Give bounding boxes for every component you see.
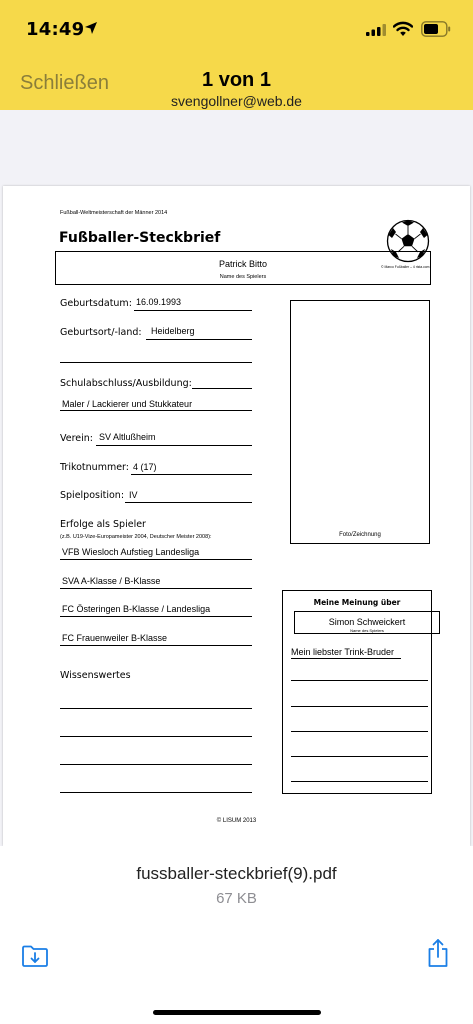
ball-credit: © Marco Fußballer – 4 rista.com: [381, 265, 430, 269]
jersey-label: Trikotnummer:: [60, 462, 129, 473]
knowledge-label: Wissenswertes: [60, 670, 131, 681]
achievement-line-3: [60, 616, 252, 617]
jersey-value: 4 (17): [133, 462, 157, 472]
birthplace-value: Heidelberg: [151, 326, 195, 336]
wifi-icon: [393, 21, 413, 37]
opinion-line-1: [291, 658, 401, 659]
education-value: Maler / Lackierer und Stukkateur: [62, 399, 193, 409]
opinion-line-3: [291, 706, 428, 707]
file-name: fussballer-steckbrief(9).pdf: [136, 864, 337, 883]
achievement-4: FC Frauenweiler B-Klasse: [62, 633, 168, 643]
education-line-2: [60, 410, 252, 411]
achievement-2: SVA A-Klasse / B-Klasse: [62, 576, 161, 586]
location-arrow-icon: [84, 21, 98, 35]
player-name-caption: Name des Spielers: [219, 274, 267, 280]
birthplace-label: Geburtsort/-land:: [60, 327, 142, 338]
header-bar: [0, 0, 473, 110]
jersey-line: [131, 474, 252, 475]
achievement-3: FC Österingen B-Klasse / Landesliga: [62, 604, 211, 614]
sender-email: svengollner@web.de: [171, 93, 302, 109]
top-caption: Fußball-Weltmeisterschaft der Männer 2014: [60, 210, 168, 216]
pdf-page[interactable]: [3, 186, 470, 846]
club-line: [96, 445, 252, 446]
birthplace-line-2: [60, 362, 252, 363]
achievement-line-4: [60, 645, 252, 646]
birthdate-line: [134, 310, 252, 311]
file-info-panel: [0, 846, 473, 1024]
opinion-line-2: [291, 680, 428, 681]
opinion-name-caption: Name des Spielers: [350, 628, 384, 633]
opinion-name: Simon Schweickert: [328, 617, 406, 627]
birthplace-line: [146, 339, 252, 340]
document-title: Fußballer-Steckbrief: [59, 230, 221, 246]
knowledge-line-2: [60, 736, 252, 737]
opinion-name-box: [294, 611, 440, 634]
achievement-1: VFB Wiesloch Aufstieg Landesliga: [62, 547, 200, 557]
birthdate-value: 16.09.1993: [136, 297, 182, 307]
photo-box: [290, 300, 430, 544]
opinion-box: [282, 590, 432, 794]
share-icon[interactable]: [426, 938, 450, 968]
player-name-box: [55, 251, 431, 285]
opinion-line-6: [291, 781, 428, 782]
opinion-line-4: [291, 731, 428, 732]
player-name: Patrick Bitto: [218, 259, 267, 269]
achievements-label: Erfolge als Spieler: [60, 519, 146, 530]
cellular-signal-icon: [366, 24, 386, 36]
copyright: © LISUM 2013: [216, 818, 257, 824]
page-count: 1 von 1: [202, 69, 271, 91]
position-label: Spielposition:: [60, 490, 125, 501]
photo-caption: Foto/Zeichnung: [339, 532, 381, 538]
knowledge-line-4: [60, 792, 252, 793]
file-size: 67 KB: [216, 890, 257, 907]
education-label: Schulabschluss/Ausbildung:: [60, 378, 192, 389]
position-value: IV: [129, 490, 138, 500]
achievement-line-2: [60, 588, 252, 589]
education-line: [192, 388, 252, 389]
club-label: Verein:: [60, 433, 94, 444]
achievement-line-1: [60, 559, 252, 560]
battery-icon: [421, 21, 451, 37]
close-button[interactable]: Schließen: [20, 72, 109, 94]
knowledge-line-1: [60, 708, 252, 709]
opinion-title: Meine Meinung über: [313, 598, 401, 607]
home-indicator: [153, 1010, 321, 1015]
opinion-line-5: [291, 756, 428, 757]
status-time: 14:49: [26, 19, 85, 40]
achievements-hint: (z.B. U19-Vize-Europameister 2004, Deutscher Meister 2008):: [60, 534, 212, 540]
knowledge-line-3: [60, 764, 252, 765]
birthdate-label: Geburtsdatum:: [60, 298, 132, 309]
save-to-files-icon[interactable]: [21, 944, 49, 968]
position-line: [125, 502, 252, 503]
club-value: SV Altlußheim: [99, 432, 156, 442]
opinion-text: Mein liebster Trink-Bruder: [291, 647, 395, 657]
